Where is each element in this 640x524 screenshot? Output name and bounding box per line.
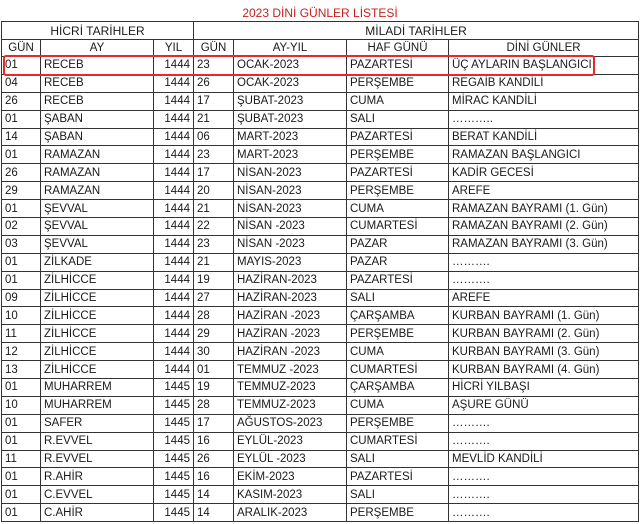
hijri-day-cell: 01 (2, 110, 41, 128)
month-year-cell: EYLÜL-2023 (234, 432, 347, 450)
hijri-year-cell: 1444 (154, 218, 194, 236)
table-row (2, 57, 639, 75)
hijri-year-cell: 1444 (154, 325, 194, 343)
hijri-month-cell: RAMAZAN (41, 146, 154, 164)
hijri-day-cell: 09 (2, 289, 41, 307)
hijri-day-cell: 01 (2, 414, 41, 432)
religious-day-cell: RAMAZAN BAYRAMI (2. Gün) (449, 218, 639, 236)
hijri-month-cell: ZİLKADE (41, 253, 154, 271)
hijri-year-cell: 1444 (154, 110, 194, 128)
day-cell: 16 (194, 432, 234, 450)
day-cell: 26 (194, 450, 234, 468)
day-cell: 20 (194, 182, 234, 200)
day-cell: 28 (194, 396, 234, 414)
weekday-cell: PERŞEMBE (347, 146, 449, 164)
hijri-year-cell: 1444 (154, 128, 194, 146)
weekday-cell: PAZARTESİ (347, 57, 449, 75)
hijri-day-cell: 26 (2, 92, 41, 110)
hijri-day-cell: 03 (2, 235, 41, 253)
table-row (2, 74, 639, 92)
table-row (2, 414, 639, 432)
weekday-cell: PAZARTESİ (347, 128, 449, 146)
day-cell: 23 (194, 146, 234, 164)
table-row (2, 92, 639, 110)
hijri-day-cell: 01 (2, 504, 41, 522)
hijri-day-cell: 01 (2, 253, 41, 271)
religious-day-cell: KURBAN BAYRAMI (3. Gün) (449, 343, 639, 361)
hijri-group-header: HİCRİ TARİHLER (2, 22, 194, 40)
month-year-cell: AĞUSTOS-2023 (234, 414, 347, 432)
month-year-cell: MART-2023 (234, 146, 347, 164)
hijri-year-cell: 1445 (154, 486, 194, 504)
hijri-month-cell: ŞEVVAL (41, 200, 154, 218)
day-cell: 21 (194, 110, 234, 128)
religious-day-cell: KURBAN BAYRAMI (4. Gün) (449, 361, 639, 379)
day-cell: 17 (194, 414, 234, 432)
religious-day-cell: AŞURE GÜNÜ (449, 396, 639, 414)
col-header-hijri-day: GÜN (2, 40, 41, 57)
religious-day-cell: KADİR GECESİ (449, 164, 639, 182)
weekday-cell: PAZARTESİ (347, 271, 449, 289)
month-year-cell: TEMMUZ-2023 (234, 396, 347, 414)
month-year-cell: OCAK-2023 (234, 57, 347, 75)
weekday-cell: SALI (347, 450, 449, 468)
col-header-hijri-month: AY (41, 40, 154, 57)
hijri-month-cell: ŞABAN (41, 128, 154, 146)
hijri-month-cell: R.EVVEL (41, 450, 154, 468)
religious-day-cell: MİRAC KANDİLİ (449, 92, 639, 110)
month-year-cell: OCAK-2023 (234, 74, 347, 92)
hijri-year-cell: 1444 (154, 361, 194, 379)
day-cell: 01 (194, 361, 234, 379)
col-header-day: GÜN (194, 40, 234, 57)
month-year-cell: TEMMUZ-2023 (234, 379, 347, 397)
table-row (2, 343, 639, 361)
hijri-year-cell: 1444 (154, 289, 194, 307)
day-cell: 21 (194, 200, 234, 218)
table-row (2, 396, 639, 414)
hijri-year-cell: 1445 (154, 432, 194, 450)
hijri-month-cell: ZİLHİCCE (41, 289, 154, 307)
month-year-cell: NİSAN -2023 (234, 218, 347, 236)
hijri-day-cell: 04 (2, 74, 41, 92)
religious-day-cell: KURBAN BAYRAMI (2. Gün) (449, 325, 639, 343)
religious-day-cell: ………. (449, 486, 639, 504)
religious-day-cell: AREFE (449, 289, 639, 307)
weekday-cell: PERŞEMBE (347, 414, 449, 432)
table-row (2, 182, 639, 200)
religious-day-cell: ………. (449, 253, 639, 271)
month-year-cell: HAZİRAN -2023 (234, 325, 347, 343)
table-row (2, 307, 639, 325)
col-header-weekday: HAF GÜNÜ (347, 40, 449, 57)
table-row (2, 325, 639, 343)
hijri-month-cell: MUHARREM (41, 396, 154, 414)
month-year-cell: ŞUBAT-2023 (234, 110, 347, 128)
day-cell: 29 (194, 325, 234, 343)
hijri-month-cell: RAMAZAN (41, 182, 154, 200)
weekday-cell: CUMA (347, 396, 449, 414)
month-year-cell: ARALIK-2023 (234, 504, 347, 522)
weekday-cell: ÇARŞAMBA (347, 307, 449, 325)
day-cell: 27 (194, 289, 234, 307)
weekday-cell: PERŞEMBE (347, 325, 449, 343)
hijri-month-cell: RAMAZAN (41, 164, 154, 182)
religious-days-table (1, 4, 639, 522)
weekday-cell: PAZAR (347, 253, 449, 271)
month-year-cell: EYLÜL -2023 (234, 450, 347, 468)
col-header-religious-day: DİNİ GÜNLER (449, 40, 639, 57)
hijri-day-cell: 01 (2, 146, 41, 164)
month-year-cell: MAYIS-2023 (234, 253, 347, 271)
day-cell: 17 (194, 92, 234, 110)
religious-day-cell: ………. (449, 432, 639, 450)
month-year-cell: HAZİRAN-2023 (234, 289, 347, 307)
month-year-cell: NİSAN-2023 (234, 182, 347, 200)
hijri-year-cell: 1444 (154, 57, 194, 75)
religious-day-cell: RAMAZAN BAŞLANGICI (449, 146, 639, 164)
hijri-month-cell: RECEB (41, 92, 154, 110)
day-cell: 23 (194, 235, 234, 253)
hijri-month-cell: ŞEVVAL (41, 235, 154, 253)
table-body (2, 57, 639, 522)
religious-day-cell: RAMAZAN BAYRAMI (1. Gün) (449, 200, 639, 218)
hijri-year-cell: 1444 (154, 235, 194, 253)
religious-day-cell: ÜÇ AYLARIN BAŞLANGICI (449, 57, 639, 75)
hijri-day-cell: 01 (2, 379, 41, 397)
table-row (2, 110, 639, 128)
day-cell: 30 (194, 343, 234, 361)
hijri-year-cell: 1445 (154, 450, 194, 468)
religious-day-cell: ………. (449, 271, 639, 289)
hijri-year-cell: 1444 (154, 271, 194, 289)
day-cell: 22 (194, 218, 234, 236)
month-year-cell: ŞUBAT-2023 (234, 92, 347, 110)
weekday-cell: PERŞEMBE (347, 74, 449, 92)
weekday-cell: PAZARTESİ (347, 468, 449, 486)
month-year-cell: NİSAN -2023 (234, 235, 347, 253)
weekday-cell: CUMA (347, 343, 449, 361)
hijri-year-cell: 1444 (154, 343, 194, 361)
weekday-cell: CUMA (347, 92, 449, 110)
weekday-cell: CUMARTESİ (347, 218, 449, 236)
hijri-day-cell: 01 (2, 200, 41, 218)
month-year-cell: MART-2023 (234, 128, 347, 146)
table-row (2, 200, 639, 218)
gregorian-group-header: MİLADİ TARİHLER (194, 22, 639, 40)
hijri-month-cell: C.EVVEL (41, 486, 154, 504)
hijri-year-cell: 1445 (154, 396, 194, 414)
hijri-year-cell: 1444 (154, 92, 194, 110)
hijri-month-cell: RECEB (41, 74, 154, 92)
day-cell: 16 (194, 468, 234, 486)
hijri-month-cell: ŞABAN (41, 110, 154, 128)
hijri-day-cell: 14 (2, 128, 41, 146)
hijri-day-cell: 01 (2, 468, 41, 486)
hijri-day-cell: 13 (2, 361, 41, 379)
weekday-cell: ÇARŞAMBA (347, 379, 449, 397)
hijri-day-cell: 01 (2, 271, 41, 289)
hijri-month-cell: RECEB (41, 57, 154, 75)
religious-day-cell: KURBAN BAYRAMI (1. Gün) (449, 307, 639, 325)
hijri-year-cell: 1445 (154, 504, 194, 522)
hijri-month-cell: ŞEVVAL (41, 218, 154, 236)
hijri-month-cell: ZİLHİCCE (41, 307, 154, 325)
hijri-year-cell: 1445 (154, 468, 194, 486)
hijri-day-cell: 11 (2, 325, 41, 343)
religious-day-cell: ………. (449, 468, 639, 486)
hijri-year-cell: 1444 (154, 146, 194, 164)
month-year-cell: HAZİRAN-2023 (234, 271, 347, 289)
day-cell: 14 (194, 504, 234, 522)
hijri-year-cell: 1445 (154, 379, 194, 397)
hijri-month-cell: C.AHİR (41, 504, 154, 522)
weekday-cell: PERŞEMBE (347, 504, 449, 522)
hijri-month-cell: ZİLHİCCE (41, 343, 154, 361)
religious-day-cell: HİCRİ YILBAŞI (449, 379, 639, 397)
table-row (2, 504, 639, 522)
religious-day-cell: ………. (449, 414, 639, 432)
hijri-month-cell: ZİLHİCCE (41, 271, 154, 289)
table-row (2, 164, 639, 182)
religious-day-cell: AREFE (449, 182, 639, 200)
hijri-month-cell: ZİLHİCCE (41, 361, 154, 379)
hijri-day-cell: 10 (2, 307, 41, 325)
hijri-year-cell: 1444 (154, 307, 194, 325)
table-row (2, 146, 639, 164)
weekday-cell: PAZAR (347, 235, 449, 253)
day-cell: 06 (194, 128, 234, 146)
weekday-cell: SALI (347, 110, 449, 128)
month-year-cell: HAZİRAN -2023 (234, 307, 347, 325)
table-row (2, 271, 639, 289)
hijri-day-cell: 29 (2, 182, 41, 200)
hijri-year-cell: 1444 (154, 253, 194, 271)
table-title: 2023 DİNİ GÜNLER LİSTESİ (2, 4, 639, 22)
month-year-cell: NİSAN-2023 (234, 200, 347, 218)
day-cell: 21 (194, 253, 234, 271)
weekday-cell: CUMARTESİ (347, 432, 449, 450)
hijri-year-cell: 1444 (154, 164, 194, 182)
table-row (2, 468, 639, 486)
weekday-cell: SALI (347, 486, 449, 504)
hijri-month-cell: R.EVVEL (41, 432, 154, 450)
day-cell: 28 (194, 307, 234, 325)
hijri-year-cell: 1444 (154, 182, 194, 200)
day-cell: 23 (194, 57, 234, 75)
weekday-cell: PAZARTESİ (347, 164, 449, 182)
month-year-cell: NİSAN-2023 (234, 164, 347, 182)
table-row (2, 379, 639, 397)
table-row (2, 361, 639, 379)
hijri-day-cell: 02 (2, 218, 41, 236)
table-row (2, 235, 639, 253)
hijri-day-cell: 12 (2, 343, 41, 361)
religious-day-cell: RAMAZAN BAYRAMI (3. Gün) (449, 235, 639, 253)
month-year-cell: EKİM-2023 (234, 468, 347, 486)
col-header-month-year: AY-YIL (234, 40, 347, 57)
hijri-year-cell: 1444 (154, 74, 194, 92)
hijri-month-cell: SAFER (41, 414, 154, 432)
hijri-year-cell: 1445 (154, 414, 194, 432)
month-year-cell: TEMMUZ -2023 (234, 361, 347, 379)
table-row (2, 432, 639, 450)
table-row (2, 128, 639, 146)
hijri-month-cell: ZİLHİCCE (41, 325, 154, 343)
hijri-day-cell: 01 (2, 57, 41, 75)
weekday-cell: CUMARTESİ (347, 361, 449, 379)
hijri-year-cell: 1444 (154, 200, 194, 218)
day-cell: 17 (194, 164, 234, 182)
month-year-cell: KASIM-2023 (234, 486, 347, 504)
hijri-day-cell: 11 (2, 450, 41, 468)
religious-day-cell: REGAİB KANDİLİ (449, 74, 639, 92)
table-row (2, 218, 639, 236)
weekday-cell: CUMA (347, 200, 449, 218)
table-row (2, 450, 639, 468)
hijri-day-cell: 01 (2, 486, 41, 504)
table-row (2, 486, 639, 504)
religious-day-cell: MEVLİD KANDİLİ (449, 450, 639, 468)
hijri-month-cell: R.AHİR (41, 468, 154, 486)
hijri-day-cell: 10 (2, 396, 41, 414)
hijri-month-cell: MUHARREM (41, 379, 154, 397)
month-year-cell: HAZİRAN -2023 (234, 343, 347, 361)
weekday-cell: SALI (347, 289, 449, 307)
weekday-cell: PERŞEMBE (347, 182, 449, 200)
day-cell: 19 (194, 379, 234, 397)
hijri-day-cell: 26 (2, 164, 41, 182)
col-header-hijri-year: YIL (154, 40, 194, 57)
table-row (2, 253, 639, 271)
hijri-day-cell: 01 (2, 432, 41, 450)
religious-day-cell: ……….. (449, 110, 639, 128)
day-cell: 26 (194, 74, 234, 92)
religious-day-cell: BERAT KANDİLİ (449, 128, 639, 146)
table-row (2, 289, 639, 307)
day-cell: 19 (194, 271, 234, 289)
religious-day-cell: ………. (449, 504, 639, 522)
day-cell: 14 (194, 486, 234, 504)
